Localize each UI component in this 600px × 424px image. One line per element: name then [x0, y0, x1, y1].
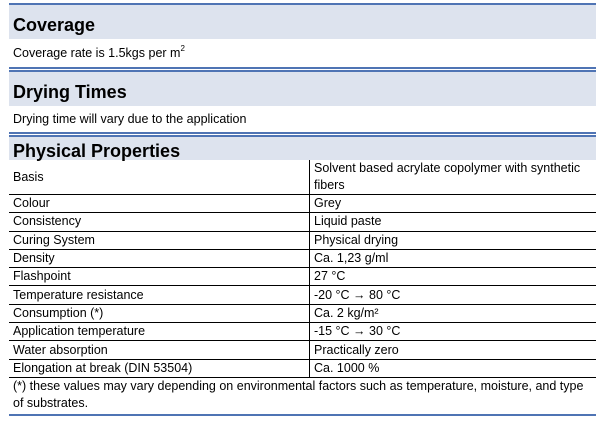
drying-text [9, 106, 596, 134]
drying-heading-text: Drying Times [13, 82, 127, 102]
coverage-heading-text: Coverage [13, 15, 96, 35]
table-row [9, 304, 596, 322]
table-row [9, 249, 596, 267]
table-row [9, 195, 596, 213]
property-value: Liquid paste [310, 213, 597, 231]
property-label: Consumption (*) [9, 304, 310, 322]
property-label: Temperature resistance [9, 286, 310, 304]
property-label: Elongation at break (DIN 53504) [9, 359, 310, 377]
table-row [9, 268, 596, 286]
property-label: Colour [9, 195, 310, 213]
property-label: Flashpoint [9, 268, 310, 286]
property-value: Ca. 1000 % [310, 359, 597, 377]
property-label: Density [9, 249, 310, 267]
property-value: Solvent based acrylate copolymer with synthetic fibers [310, 160, 597, 195]
table-row [9, 341, 596, 359]
coverage-text-main: Coverage rate is 1.5kgs per m [13, 46, 181, 60]
property-label: Curing System [9, 231, 310, 249]
property-label: Water absorption [9, 341, 310, 359]
property-value: -15 °C → 30 °C [310, 323, 597, 341]
table-row [9, 213, 596, 231]
property-label: Basis [9, 160, 310, 195]
drying-heading [9, 70, 596, 106]
properties-table [9, 160, 596, 378]
property-label: Application temperature [9, 323, 310, 341]
table-row [9, 160, 596, 195]
table-row [9, 323, 596, 341]
physical-heading-text: Physical Properties [13, 141, 181, 161]
physical-heading [9, 135, 596, 160]
footnote: (*) these values may vary depending on environmental factors such as temperature, moisture, and type of substrates. [9, 378, 596, 416]
coverage-text [9, 39, 596, 69]
property-value: Physical drying [310, 231, 597, 249]
property-value: 27 °C [310, 268, 597, 286]
table-row [9, 286, 596, 304]
property-value: Ca. 1,23 g/ml [310, 249, 597, 267]
drying-text-main: Drying time will vary due to the application [13, 112, 247, 126]
coverage-heading [9, 3, 596, 39]
table-row [9, 231, 596, 249]
property-value: Grey [310, 195, 597, 213]
coverage-text-sup: 2 [180, 43, 185, 53]
property-value: Practically zero [310, 341, 597, 359]
table-row [9, 359, 596, 377]
property-label: Consistency [9, 213, 310, 231]
property-value: -20 °C → 80 °C [310, 286, 597, 304]
property-value: Ca. 2 kg/m² [310, 304, 597, 322]
